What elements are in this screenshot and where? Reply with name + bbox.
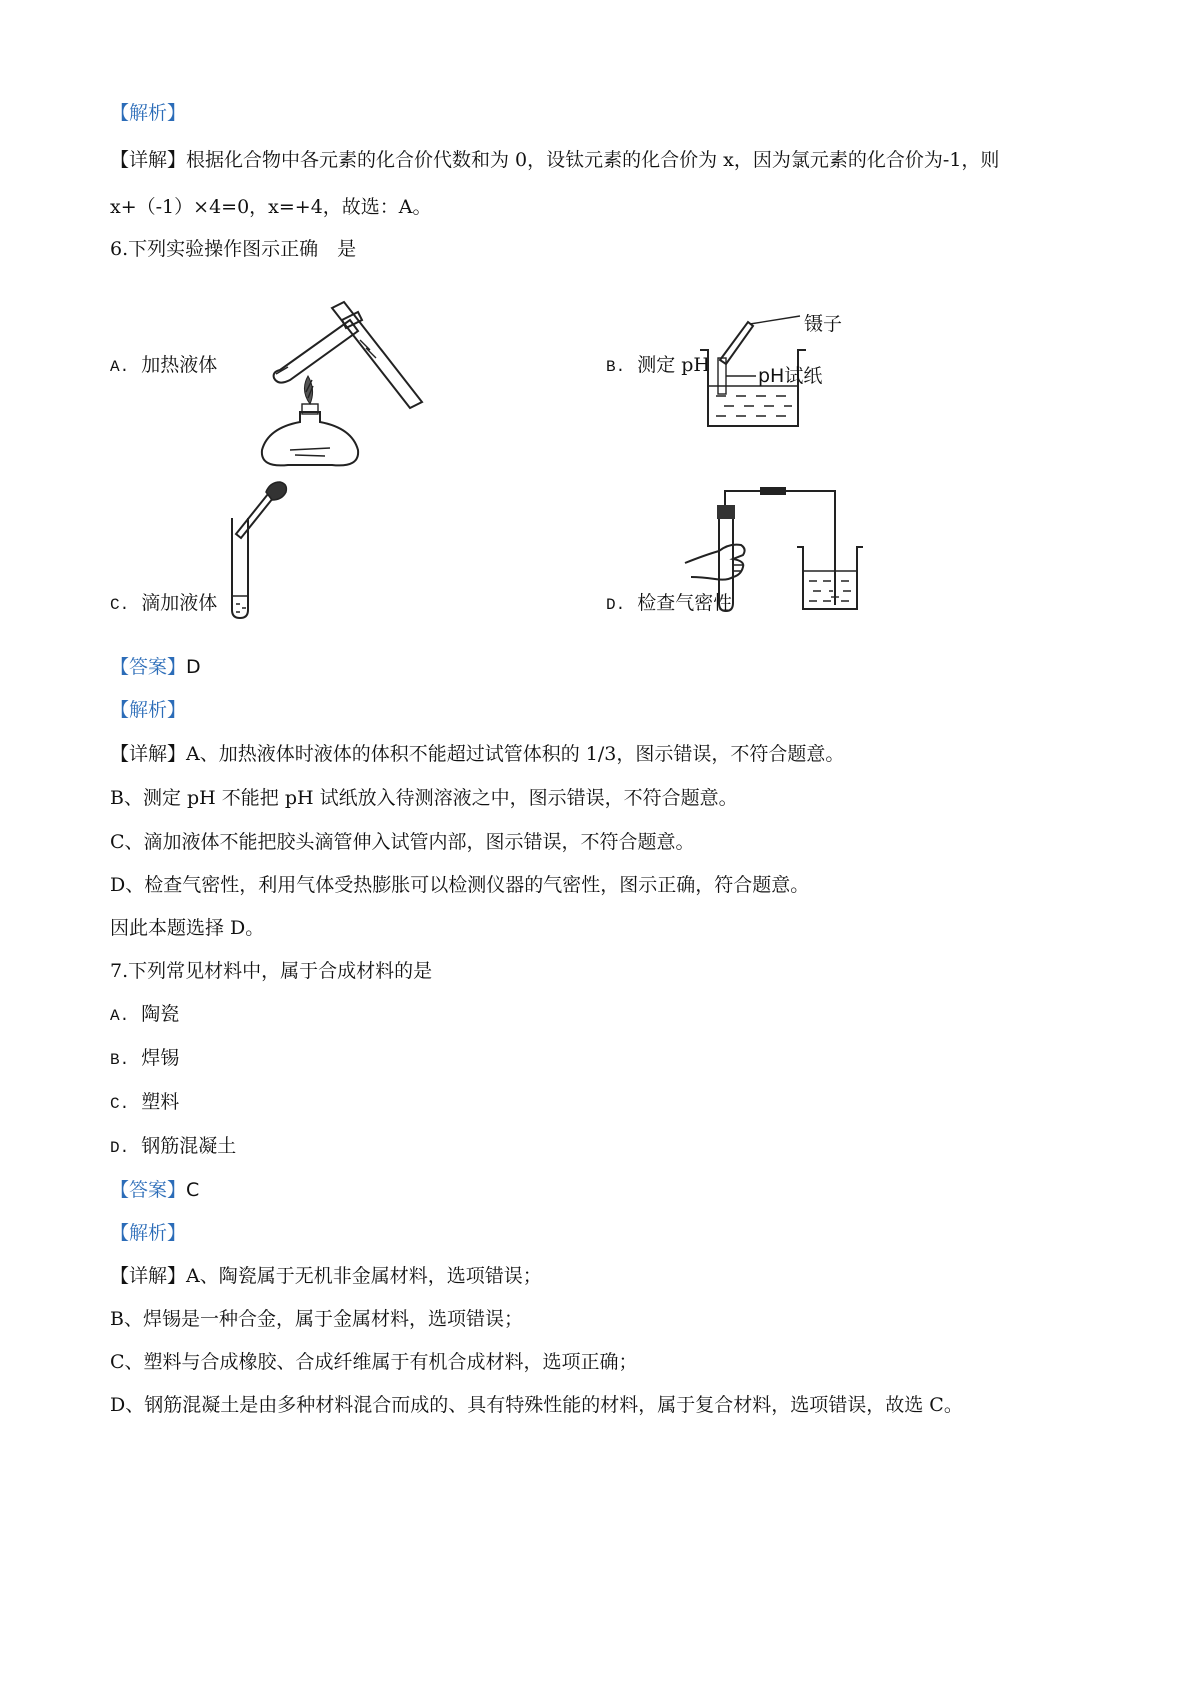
q7-option-a: [110, 1001, 179, 1029]
q7-detail-line-2: B、焊锡是一种合金，属于金属材料，选项错误；: [110, 1308, 523, 1330]
q6-analysis-tag: 【解析】: [110, 699, 187, 721]
option-letter: D.: [110, 1139, 130, 1157]
ph-test-figure: [690, 300, 870, 435]
detail-tag: 【详解】: [110, 149, 187, 171]
option-text: 塑料: [141, 1091, 180, 1113]
answer-tag: 【答案】: [110, 1179, 187, 1201]
ph-paper-label: pH试纸: [758, 365, 823, 387]
q7-detail-line-3: C、塑料与合成橡胶、合成纤维属于有机合成材料，选项正确；: [110, 1351, 638, 1373]
detail-tag: 【详解】: [110, 1265, 187, 1287]
detail-line-prev-1: [110, 147, 999, 173]
option-letter: C.: [110, 596, 130, 614]
question-6-stem: 6.下列实验操作图示正确 是: [110, 238, 357, 260]
q6-option-a: [110, 352, 217, 380]
airtightness-figure: [685, 485, 865, 615]
detail-line-prev-2: x+（-1）×4=0，x=+4，故选：A。: [110, 196, 432, 218]
option-letter: B.: [606, 358, 626, 376]
detail-tag: 【详解】: [110, 743, 187, 765]
q7-detail-line-1: [110, 1263, 542, 1289]
q7-option-d: [110, 1133, 236, 1161]
option-text: 陶瓷: [141, 1003, 180, 1025]
question-7-stem: 7.下列常见材料中，属于合成材料的是: [110, 960, 433, 982]
q6-detail-line-2: B、测定 pH 不能把 pH 试纸放入待测溶液之中，图示错误，不符合题意。: [110, 787, 738, 809]
option-letter: A.: [110, 358, 130, 376]
answer-value: C: [186, 1179, 200, 1201]
option-text: 测定 pH: [637, 354, 710, 376]
q7-option-b: [110, 1045, 179, 1073]
q6-detail-line-4: D、检查气密性，利用气体受热膨胀可以检测仪器的气密性，图示正确，符合题意。: [110, 874, 810, 896]
answer-tag: 【答案】: [110, 656, 187, 678]
q7-analysis-tag: 【解析】: [110, 1222, 187, 1244]
option-text: 滴加液体: [141, 592, 218, 614]
option-text: 加热液体: [141, 354, 218, 376]
option-letter: A.: [110, 1007, 130, 1025]
option-text: 检查气密性: [637, 592, 733, 614]
analysis-tag-prev: 【解析】: [110, 102, 187, 124]
detail-text: A、加热液体时液体的体积不能超过试管体积的 1/3，图示错误，不符合题意。: [186, 743, 845, 765]
q7-detail-line-4: D、钢筋混凝土是由多种材料混合而成的、具有特殊性能的材料，属于复合材料，选项错误，故选 C。: [110, 1394, 963, 1416]
tweezers-label: 镊子: [804, 313, 843, 335]
option-letter: D.: [606, 596, 626, 614]
heating-liquid-figure: [250, 300, 410, 490]
answer-value: D: [186, 656, 201, 678]
option-text: 焊锡: [141, 1047, 180, 1069]
option-letter: C.: [110, 1095, 130, 1113]
q7-option-c: [110, 1089, 179, 1117]
q6-detail-line-1: [110, 741, 844, 767]
q7-answer-line: [110, 1177, 199, 1203]
q6-detail-line-5: 因此本题选择 D。: [110, 917, 265, 939]
q6-detail-line-3: C、滴加液体不能把胶头滴管伸入试管内部，图示错误，不符合题意。: [110, 831, 695, 853]
q6-answer-line: [110, 654, 201, 680]
dropper-figure: [218, 478, 308, 618]
detail-text: 根据化合物中各元素的化合价代数和为 0，设钛元素的化合价为 x，因为氯元素的化合价为-1，则: [186, 149, 1000, 171]
option-text: 钢筋混凝土: [141, 1135, 237, 1157]
detail-text: A、陶瓷属于无机非金属材料，选项错误；: [186, 1265, 542, 1287]
q6-option-c: [110, 590, 217, 618]
option-letter: B.: [110, 1051, 130, 1069]
